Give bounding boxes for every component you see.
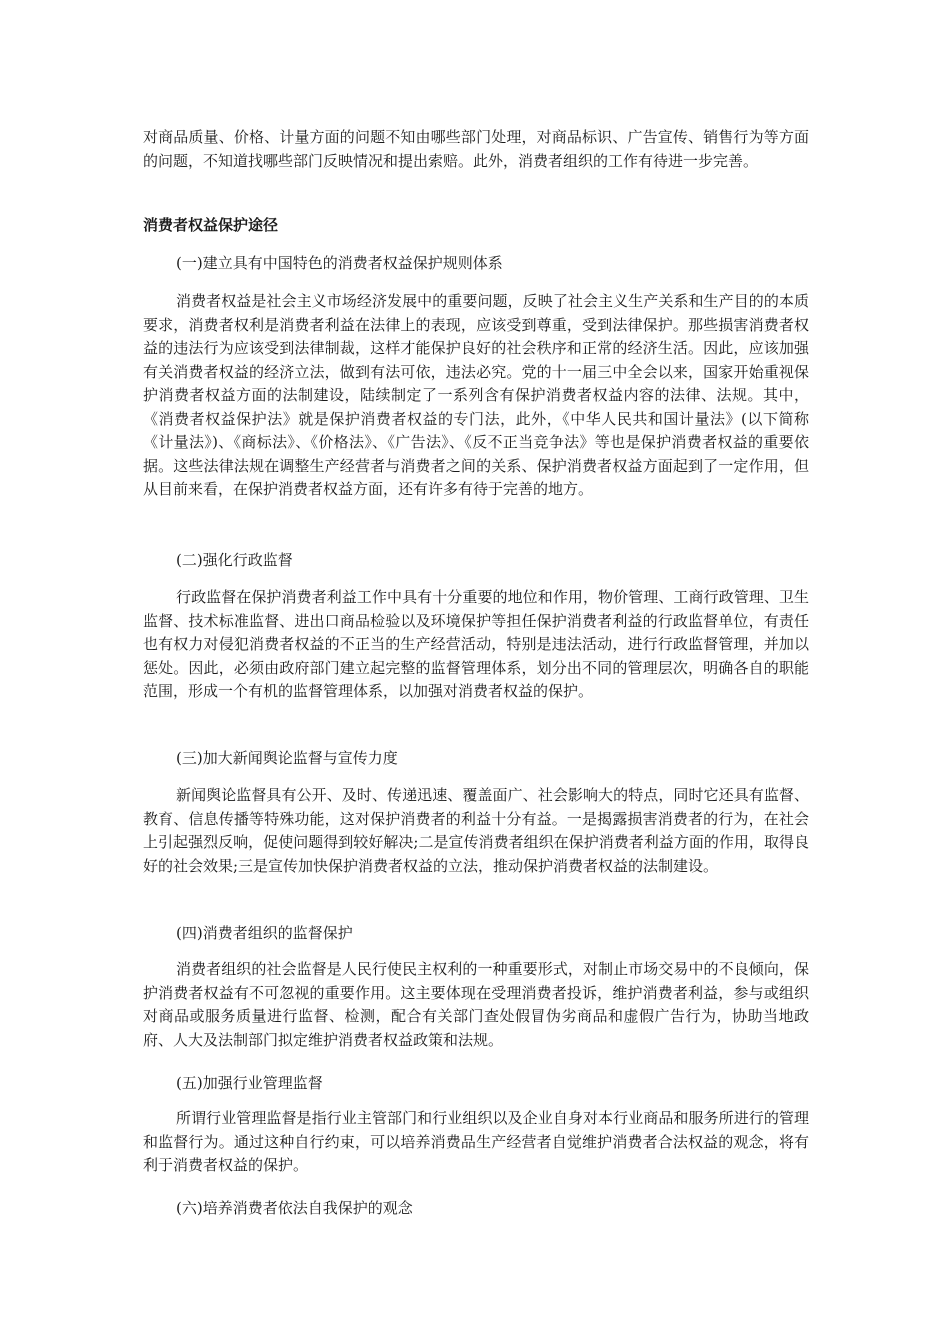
subsection-title-6: (六)培养消费者依法自我保护的观念	[176, 1199, 413, 1217]
subsection-title-5: (五)加强行业管理监督	[176, 1074, 323, 1092]
subsection-body-4: 消费者组织的社会监督是人民行使民主权利的一种重要形式，对制止市场交易中的不良倾向，保护消费者权益有不可忽视的重要作用。这主要体现在受理消费者投诉，维护消费者利益，参与或组织对商品或服务质量进行监督、检测，配合有关部门查处假冒伪劣商品和虚假广告行为，协助当地政府、人大及法制部门拟定维护消费者权益政策和法规。	[143, 960, 809, 1049]
subsection-body-1: 消费者权益是社会主义市场经济发展中的重要问题，反映了社会主义生产关系和生产目的的本质要求，消费者权利是消费者利益在法律上的表现，应该受到尊重，受到法律保护。那些损害消费者权益的违法行为应该受到法律制裁，这样才能保护良好的社会秩序和正常的经济生活。因此，应该加强有关消费者权益的经济立法，做到有法可依，违法必究。党的十一届三中全会以来，国家开始重视保护消费者权益方面的法制建设，陆续制定了一系列含有保护消费者权益内容的法律、法规。其中，《消费者权益保护法》就是保护消费者权益的专门法，此外，《中华人民共和国计量法》(以下简称《计量法》)、《商标法》、《价格法》、《广告法》、《反不正当竞争法》等也是保护消费者权益的重要依据。这些法律法规在调整生产经营者与消费者之间的关系、保护消费者权益方面起到了一定作用，但从目前来看，在保护消费者权益方面，还有许多有待于完善的地方。	[143, 292, 809, 498]
subsection-body-2: 行政监督在保护消费者利益工作中具有十分重要的地位和作用，物价管理、工商行政管理、卫生监督、技术标准监督、进出口商品检验以及环境保护等担任保护消费者利益的行政监督单位，有责任也有权力对侵犯消费者权益的不正当的生产经营活动，特别是违法活动，进行行政监督管理，并加以惩处。因此，必须由政府部门建立起完整的监督管理体系，划分出不同的管理层次，明确各自的职能范围，形成一个有机的监督管理体系，以加强对消费者权益的保护。	[143, 588, 809, 700]
subsection-body-5: 所谓行业管理监督是指行业主管部门和行业组织以及企业自身对本行业商品和服务所进行的管理和监督行为。通过这种自行约束，可以培养消费品生产经营者自觉维护消费者合法权益的观念，将有利于消费者权益的保护。	[143, 1109, 809, 1174]
subsection-title-2: (二)强化行政监督	[176, 551, 293, 569]
subsection-title-1: (一)建立具有中国特色的消费者权益保护规则体系	[176, 254, 503, 272]
subsection-body-3: 新闻舆论监督具有公开、及时、传递迅速、覆盖面广、社会影响大的特点，同时它还具有监督、教育、信息传播等特殊功能，这对保护消费者的利益十分有益。一是揭露损害消费者的行为，在社会上引起强烈反响，促使问题得到较好解决;二是宣传消费者组织在保护消费者利益方面的作用，取得良好的社会效果;三是宣传加快保护消费者权益的立法，推动保护消费者权益的法制建设。	[143, 786, 809, 875]
intro-paragraph: 对商品质量、价格、计量方面的问题不知由哪些部门处理，对商品标识、广告宣传、销售行为等方面的问题，不知道找哪些部门反映情况和提出索赔。此外，消费者组织的工作有待进一步完善。	[143, 128, 809, 170]
section-heading: 消费者权益保护途径	[143, 216, 279, 234]
subsection-title-4: (四)消费者组织的监督保护	[176, 924, 353, 942]
subsection-title-3: (三)加大新闻舆论监督与宣传力度	[176, 749, 398, 767]
